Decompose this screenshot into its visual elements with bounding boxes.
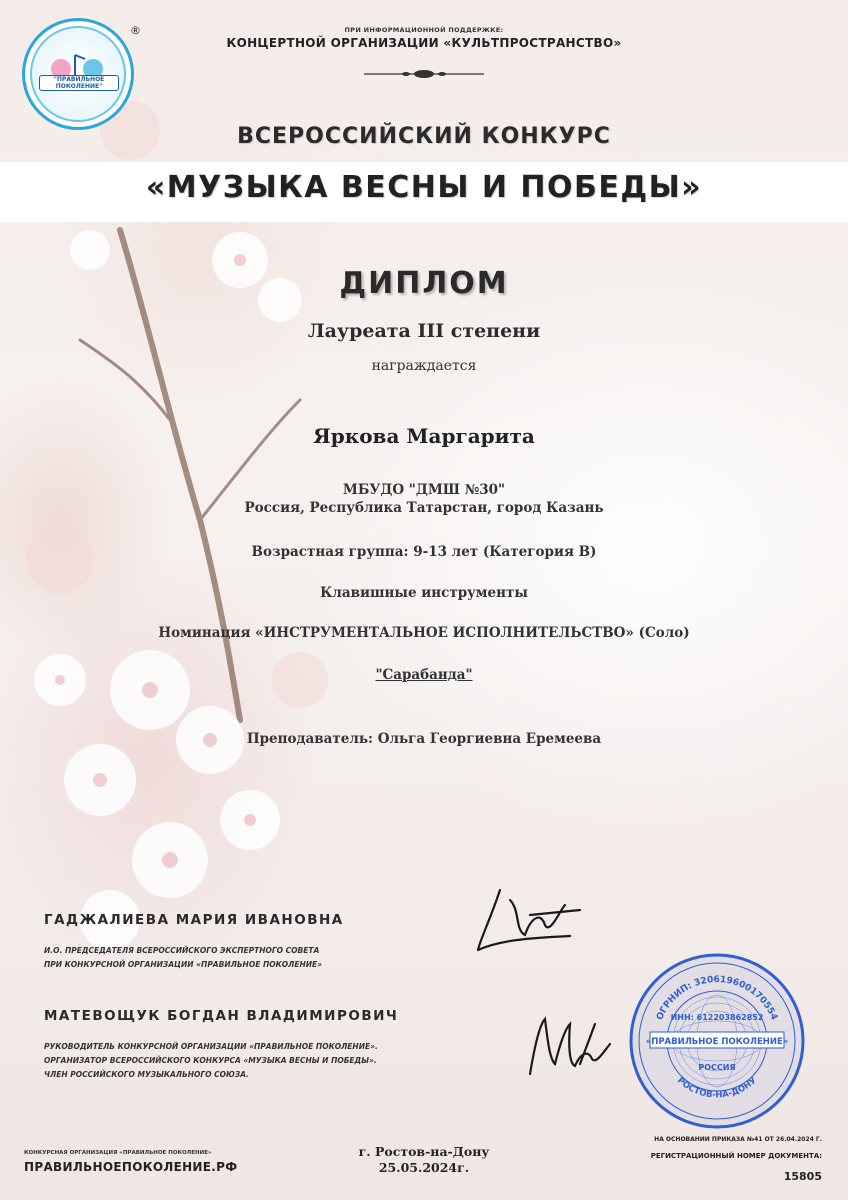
official-stamp bbox=[628, 952, 806, 1130]
teacher: Преподаватель: Ольга Георгиевна Еремеева bbox=[246, 731, 602, 747]
instrument-category: Клавишные инструменты bbox=[320, 585, 528, 601]
age-group: Возрастная группа: 9-13 лет (Категория B) bbox=[251, 544, 597, 560]
signatory-2-role-line-2: ОРГАНИЗАТОР ВСЕРОССИЙСКОГО КОНКУРСА «МУЗЫКА ВЕСНЫ И ПОБЕДЫ». bbox=[44, 1056, 377, 1065]
music-notes-icon bbox=[47, 49, 109, 99]
recipient-name: Яркова Маргарита bbox=[313, 424, 535, 448]
signatory-1-role-line-2: ПРИ КОНКУРСНОЙ ОРГАНИЗАЦИИ «ПРАВИЛЬНОЕ ПОКОЛЕНИЕ» bbox=[44, 960, 323, 969]
stamp-ogrnip: ОГРНИП: 320619600170554 bbox=[655, 974, 779, 1022]
footer-website: ПРАВИЛЬНОЕПОКОЛЕНИЕ.РФ bbox=[24, 1160, 238, 1174]
signature-2 bbox=[510, 1004, 620, 1084]
diploma-heading: ДИПЛОМ bbox=[339, 266, 509, 301]
footer-organization-label: КОНКУРСНАЯ ОРГАНИЗАЦИЯ «ПРАВИЛЬНОЕ ПОКОЛЕНИЕ» bbox=[24, 1150, 212, 1156]
registered-mark: ® bbox=[130, 24, 141, 37]
school-name: МБУДО "ДМШ №30" bbox=[342, 482, 506, 498]
laureate-degree: Лауреата III степени bbox=[307, 320, 541, 342]
piece-title-text: "Сарабанда" bbox=[375, 667, 473, 683]
support-organization: КОНЦЕРТНОЙ ОРГАНИЗАЦИИ «КУЛЬТПРОСТРАНСТВО» bbox=[226, 36, 622, 50]
stamp-center-text: «ПРАВИЛЬНОЕ ПОКОЛЕНИЕ» bbox=[645, 1037, 789, 1047]
order-reference: НА ОСНОВАНИИ ПРИКАЗА №41 ОТ 26.04.2024 Г. bbox=[654, 1136, 822, 1143]
nomination: Номинация «ИНСТРУМЕНТАЛЬНОЕ ИСПОЛНИТЕЛЬСТВО» (Соло) bbox=[158, 625, 690, 641]
stamp-country: РОССИЯ bbox=[698, 1063, 736, 1072]
signatory-1-role-line-1: И.О. ПРЕДСЕДАТЕЛЯ ВСЕРОССИЙСКОГО ЭКСПЕРТНОГО СОВЕТА bbox=[44, 946, 320, 955]
issue-date: 25.05.2024г. bbox=[378, 1160, 470, 1175]
signatory-2-name: МАТЕВОЩУК БОГДАН ВЛАДИМИРОВИЧ bbox=[44, 1008, 399, 1024]
signatory-2-role-line-1: РУКОВОДИТЕЛЬ КОНКУРСНОЙ ОРГАНИЗАЦИИ «ПРАВИЛЬНОЕ ПОКОЛЕНИЕ». bbox=[44, 1042, 378, 1051]
registration-number: 15805 bbox=[783, 1170, 822, 1183]
place-and-date bbox=[344, 1144, 504, 1176]
awarded-label: награждается bbox=[371, 358, 477, 374]
location: Россия, Республика Татарстан, город Казань bbox=[244, 500, 604, 516]
stamp-city: РОСТОВ-НА-ДОНУ bbox=[675, 1075, 759, 1101]
issue-city: г. Ростов-на-Дону bbox=[358, 1144, 490, 1159]
logo-label: "ПРАВИЛЬНОЕ ПОКОЛЕНИЕ" bbox=[39, 75, 119, 91]
contest-title: «МУЗЫКА ВЕСНЫ И ПОБЕДЫ» bbox=[145, 170, 703, 205]
piece-title bbox=[0, 667, 848, 683]
support-label: ПРИ ИНФОРМАЦИОННОЙ ПОДДЕРЖКЕ: bbox=[344, 26, 504, 34]
stamp-inn: ИНН: 612203862852 bbox=[670, 1013, 764, 1022]
contest-subtitle: ВСЕРОССИЙСКИЙ КОНКУРС bbox=[237, 124, 611, 149]
signatory-1-name: ГАДЖАЛИЕВА МАРИЯ ИВАНОВНА bbox=[44, 912, 344, 928]
ornament-divider bbox=[364, 68, 484, 80]
registration-label: РЕГИСТРАЦИОННЫЙ НОМЕР ДОКУМЕНТА: bbox=[650, 1152, 822, 1160]
competition-logo bbox=[22, 18, 134, 130]
signature-1 bbox=[470, 880, 590, 960]
signatory-2-role-line-3: ЧЛЕН РОССИЙСКОГО МУЗЫКАЛЬНОГО СОЮЗА. bbox=[44, 1070, 249, 1079]
